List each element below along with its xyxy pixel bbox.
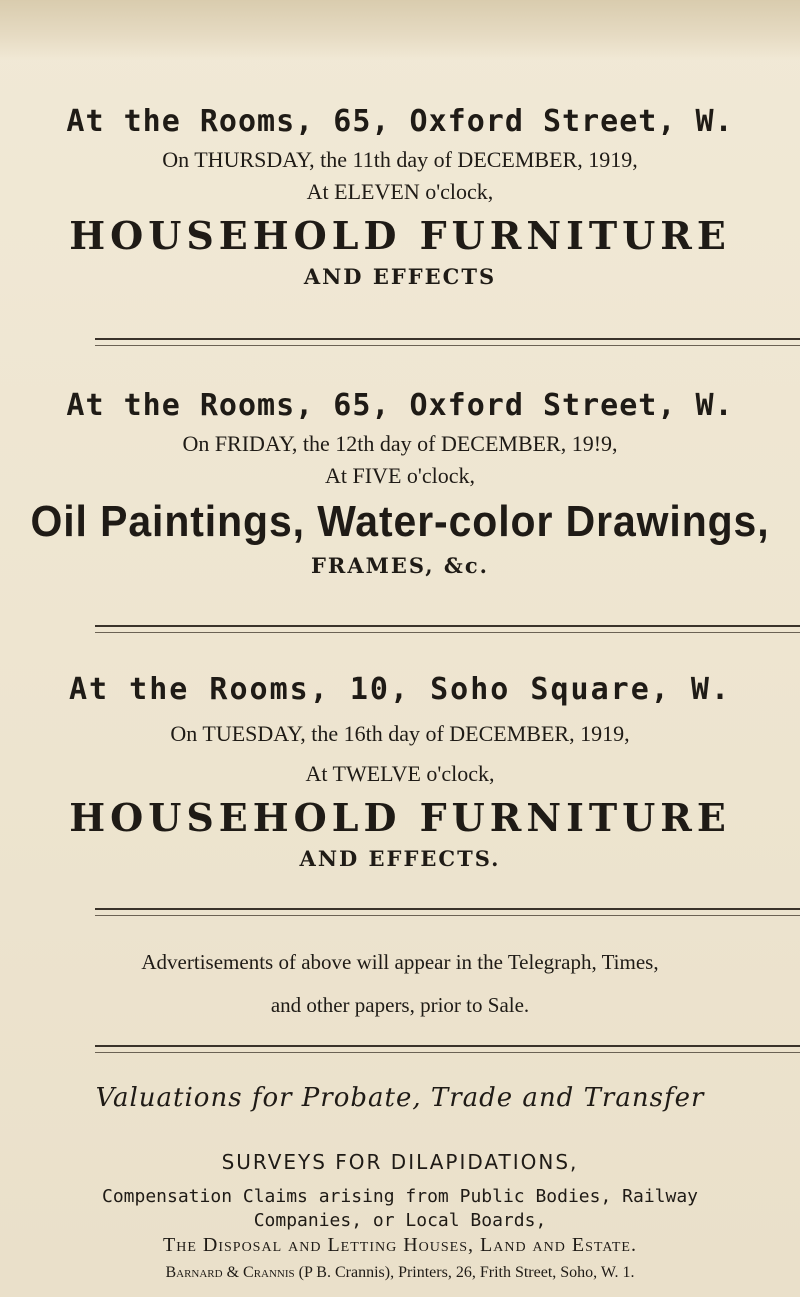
valuations-line: Valuations for Probate, Trade and Transfer: [95, 1083, 705, 1113]
divider-rule: [95, 1045, 800, 1053]
ad-line-1: Advertisements of above will appear in the Telegraph, Times,: [141, 950, 659, 974]
sale-date: On TUESDAY, the 16th day of DECEMBER, 1919,: [170, 721, 630, 746]
sale-notice-2: [0, 388, 800, 578]
torn-edge: [0, 0, 800, 60]
compensation-line-1: Compensation Claims arising from Public Bodies, Railway: [101, 1186, 699, 1207]
surveys-line: SURVEYS FOR DILAPIDATIONS,: [221, 1150, 579, 1174]
compensation-line-2: Companies, or Local Boards,: [253, 1210, 547, 1231]
printer-names: Barnard & Crannis: [165, 1264, 299, 1281]
divider-rule: [95, 908, 800, 916]
advertisement-note: [0, 950, 800, 1018]
sale-date: On THURSDAY, the 11th day of DECEMBER, 1919,: [162, 147, 638, 172]
printer-imprint: [0, 1264, 800, 1282]
divider-rule: [95, 338, 800, 346]
sale-date: On FRIDAY, the 12th day of DECEMBER, 19!9,: [182, 431, 618, 456]
printer-details: (P B. Crannis), Printers, 26, Frith Street, Soho, W. 1.: [298, 1264, 635, 1281]
ad-line-2: and other papers, prior to Sale.: [270, 993, 530, 1017]
sale-headline: HOUSEHOLD FURNITURE: [69, 213, 731, 258]
sale-notice-1: [0, 104, 800, 289]
sale-venue: At the Rooms, 65, Oxford Street, W.: [66, 104, 734, 139]
sale-time: At TWELVE o'clock,: [305, 761, 495, 786]
sale-venue: At the Rooms, 65, Oxford Street, W.: [66, 388, 734, 423]
divider-rule: [95, 625, 800, 633]
sale-time: At FIVE o'clock,: [325, 463, 475, 488]
sale-subheading: AND EFFECTS.: [299, 846, 501, 871]
sale-notice-3: [0, 672, 800, 871]
sale-subheading: AND EFFECTS: [303, 264, 497, 289]
sale-time: At ELEVEN o'clock,: [306, 179, 494, 204]
disposal-line: The Disposal and Letting Houses, Land and Estate.: [163, 1234, 637, 1256]
sale-headline: Oil Paintings, Water-color Drawings,: [30, 497, 770, 546]
sale-venue: At the Rooms, 10, Soho Square, W.: [68, 672, 732, 707]
sale-subheading: FRAMES, &c.: [310, 553, 489, 578]
sale-headline: HOUSEHOLD FURNITURE: [69, 795, 731, 840]
